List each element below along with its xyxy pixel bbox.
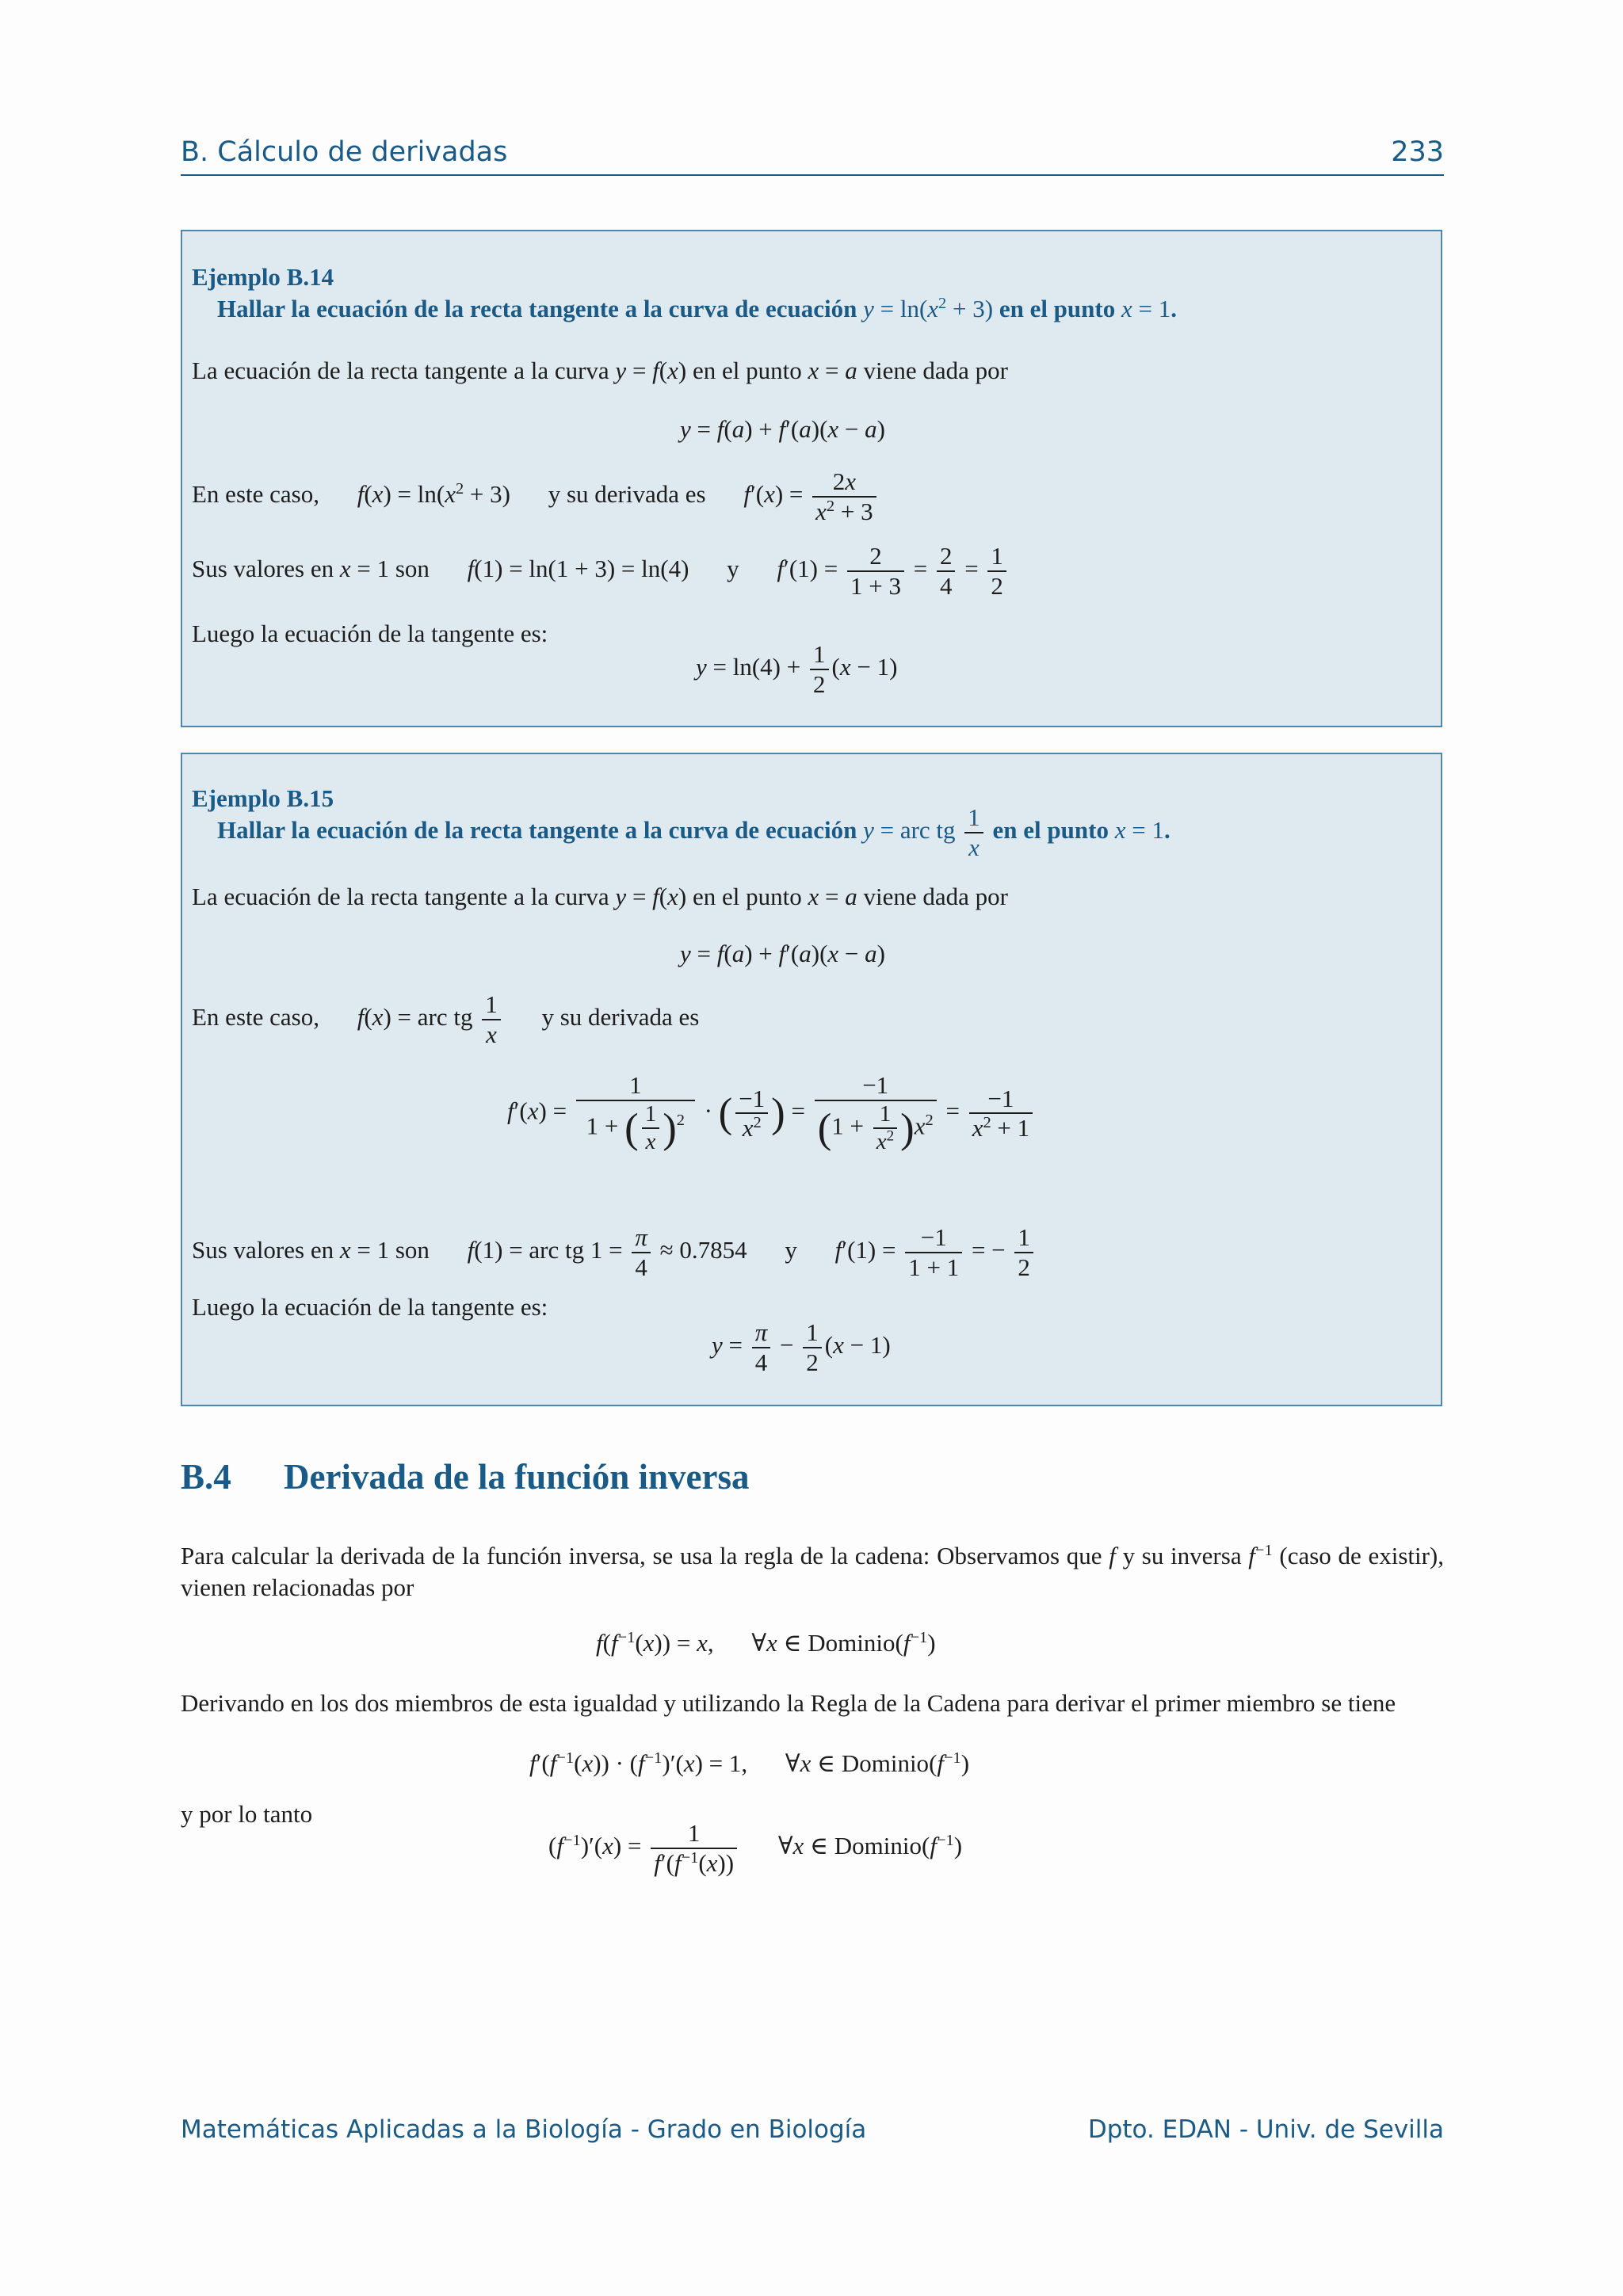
derivative-computation: f′(x) = 1 1 + ( $\frac{1}{x}$ )$^2$ · ( $\frac{-1}{x^2}$ ) = −1 (1 + $\frac{1}{x^2}$ )$x^2$ = $\frac{-1}{x^2 + 1}$ (507, 1071, 1036, 1155)
section-heading (181, 1456, 750, 1497)
conclusion-text: Luego la ecuación de la tangente es: (192, 620, 548, 647)
tangent-formula: y = f(a) + f′(a)(x − a) (680, 940, 885, 967)
intro-text: La ecuación de la recta tangente a la curva y = f(x) en el punto x = a viene dada por (192, 357, 1008, 384)
intro-text: La ecuación de la recta tangente a la curva y = f(x) en el punto x = a viene dada por (192, 883, 1008, 910)
conclusion-text: Luego la ecuación de la tangente es: (192, 1293, 548, 1321)
example-statement: Hallar la ecuación de la recta tangente a la curva de ecuación $y = \ln(x^2 + 3)$ en el punto x = 1. (217, 294, 1177, 322)
values-line: Sus valores en x = 1 son f(1) = ln(1 + 3) = ln(4) y f′(1) = $\frac{2}{1 + 3}$ = $\frac{2}{4}$ = $\frac{1}{2}$ (192, 542, 1010, 600)
tangent-result: y = ln(4) + $\frac{1}{2}$ (x − 1) (696, 640, 898, 698)
tangent-result: y = $\frac{\pi}{4}$ − $\frac{1}{2}$ (x − 1) (712, 1318, 891, 1376)
case-line: En este caso, f(x) = arc tg $\frac{1}{x}$ y su derivada es (192, 990, 700, 1048)
paragraph-chain-rule: Derivando en los dos miembros de esta igualdad y utilizando la Regla de la Cadena para derivar el primer miembro se tiene (181, 1689, 1396, 1717)
equation-inverse-derivative: $(f^{-1})'(x)$ = $\frac{1}{f'(f^{-1}(x))}$ ∀x ∈ $Dominio(f^{-1})$ (548, 1819, 963, 1877)
page-number: 233 (1391, 136, 1444, 168)
footer-course: Matemáticas Aplicadas a la Biología - Grado en Biología (181, 2115, 867, 2144)
example-label: Ejemplo B.15 (192, 784, 334, 812)
paragraph-therefore: y por lo tanto (181, 1800, 313, 1828)
footer-department: Dpto. EDAN - Univ. de Sevilla (1087, 2115, 1444, 2144)
example-statement: Hallar la ecuación de la recta tangente a la curva de ecuación y = arc tg $\frac{1}{x}$ en el punto x = 1. (217, 803, 1170, 861)
tangent-formula: y = f(a) + f′(a)(x − a) (680, 415, 885, 443)
example-box-b15 (181, 753, 1442, 1406)
equation-chain-rule: $f'(f^{-1}(x)) \cdot (f^{-1})'(x) = 1$, ∀x ∈ $Dominio(f^{-1})$ (529, 1749, 970, 1777)
example-label: Ejemplo B.14 (192, 263, 334, 291)
chapter-title: B. Cálculo de derivadas (181, 136, 508, 168)
paragraph-intro: Para calcular la derivada de la función inversa, se usa la regla de la cadena: Observamos que f y su inversa $f^{-1}$ (caso de existir), vienen relacionadas por (181, 1541, 1445, 1601)
section-title: Derivada de la función inversa (284, 1457, 750, 1497)
values-line: Sus valores en x = 1 son f(1) = arc tg 1 = $\frac{\pi}{4}$ ≈ 0.7854 y f′(1) = $\frac{-1}{1 + 1}$ = − $\frac{1}{2}$ (192, 1223, 1037, 1281)
running-header (181, 133, 1444, 176)
example-box-b14 (181, 230, 1442, 727)
equation-composition: $f(f^{-1}(x)) = x$, ∀x ∈ $Dominio(f^{-1})$ (596, 1628, 936, 1657)
section-number: B.4 (181, 1457, 231, 1497)
case-line: En este caso, $f(x) = \ln(x^2 + 3)$ y su derivada es f′(x) = $\frac{2x}{x^2 + 3}$ (192, 467, 880, 525)
